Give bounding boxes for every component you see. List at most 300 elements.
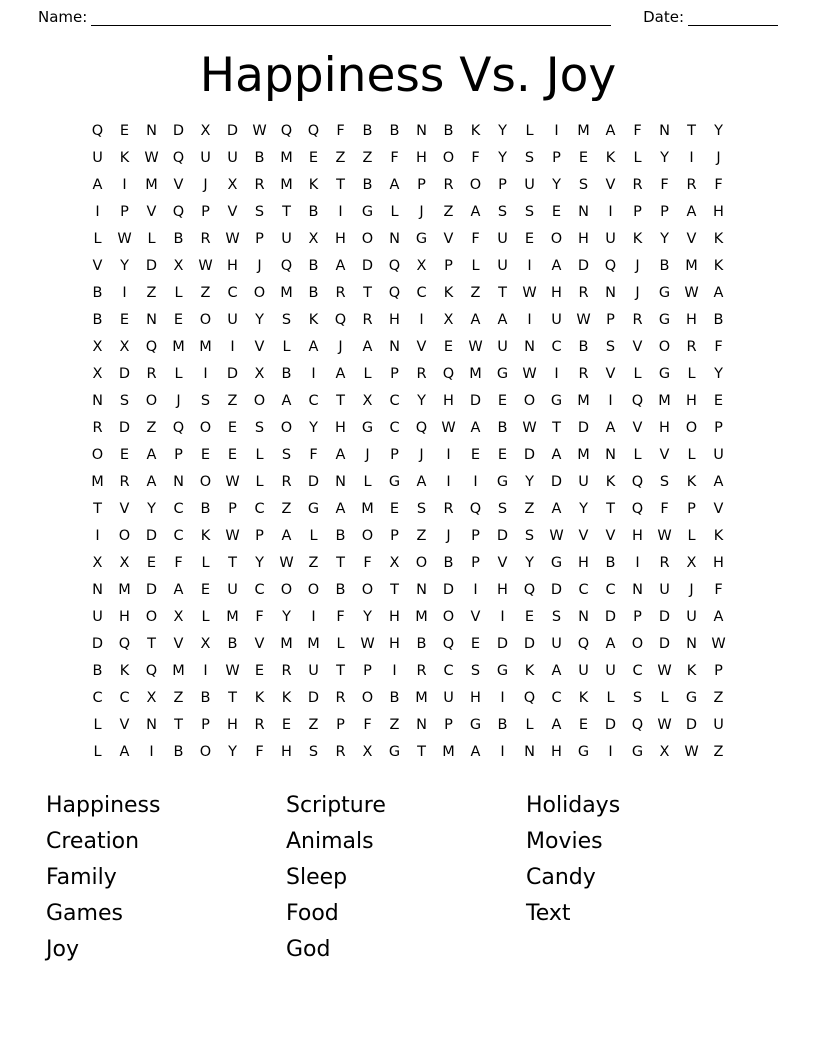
grid-cell[interactable]: V — [659, 447, 670, 463]
grid-cell[interactable]: U — [551, 636, 562, 652]
grid-cell[interactable]: U — [605, 663, 616, 679]
grid-cell[interactable]: W — [711, 636, 726, 652]
grid-cell[interactable]: H — [335, 231, 346, 247]
grid-cell[interactable]: X — [173, 609, 184, 625]
grid-cell[interactable]: A — [146, 447, 157, 463]
grid-cell[interactable]: N — [92, 582, 103, 598]
grid-cell[interactable]: T — [417, 744, 426, 760]
grid-cell[interactable]: U — [524, 177, 535, 193]
grid-cell[interactable]: N — [605, 447, 616, 463]
grid-cell[interactable]: D — [361, 258, 374, 274]
grid-cell[interactable]: X — [308, 231, 319, 247]
grid-cell[interactable]: T — [363, 285, 372, 301]
grid-cell[interactable]: B — [227, 636, 238, 652]
grid-cell[interactable]: G — [658, 285, 671, 301]
grid-cell[interactable]: V — [173, 636, 184, 652]
grid-cell[interactable]: Z — [146, 420, 157, 436]
word-list-item[interactable]: Joy — [46, 937, 79, 962]
grid-cell[interactable]: P — [201, 717, 210, 733]
grid-cell[interactable]: D — [307, 690, 320, 706]
grid-cell[interactable]: G — [658, 366, 671, 382]
grid-cell[interactable]: W — [657, 528, 672, 544]
grid-cell[interactable]: I — [500, 744, 505, 760]
grid-cell[interactable]: A — [470, 420, 481, 436]
grid-cell[interactable]: B — [605, 555, 616, 571]
grid-cell[interactable]: O — [253, 393, 266, 409]
grid-cell[interactable]: V — [254, 636, 265, 652]
grid-cell[interactable]: I — [473, 582, 478, 598]
grid-cell[interactable]: E — [308, 150, 319, 166]
grid-cell[interactable]: A — [686, 204, 697, 220]
grid-cell[interactable]: I — [473, 474, 478, 490]
grid-cell[interactable]: F — [714, 177, 723, 193]
grid-cell[interactable]: B — [308, 204, 319, 220]
grid-cell[interactable]: P — [471, 555, 480, 571]
grid-cell[interactable]: I — [95, 204, 100, 220]
grid-cell[interactable]: E — [254, 663, 265, 679]
word-list-item[interactable]: Creation — [46, 829, 140, 854]
grid-cell[interactable]: C — [173, 501, 184, 517]
grid-cell[interactable]: L — [363, 474, 372, 490]
grid-cell[interactable]: A — [335, 447, 346, 463]
grid-cell[interactable]: P — [714, 663, 723, 679]
grid-cell[interactable]: P — [633, 204, 642, 220]
grid-cell[interactable]: V — [146, 204, 157, 220]
grid-cell[interactable]: U — [578, 474, 589, 490]
grid-cell[interactable]: B — [308, 258, 319, 274]
grid-cell[interactable]: L — [255, 474, 264, 490]
grid-cell[interactable]: W — [522, 285, 537, 301]
grid-cell[interactable]: S — [281, 312, 292, 328]
grid-cell[interactable]: I — [608, 744, 613, 760]
grid-cell[interactable]: N — [389, 231, 400, 247]
grid-cell[interactable]: L — [606, 690, 615, 706]
grid-cell[interactable]: V — [119, 501, 130, 517]
grid-cell[interactable]: M — [361, 501, 374, 517]
grid-cell[interactable]: F — [336, 123, 345, 139]
grid-cell[interactable]: C — [92, 690, 103, 706]
grid-cell[interactable]: B — [173, 231, 184, 247]
grid-cell[interactable]: G — [361, 204, 374, 220]
grid-cell[interactable]: O — [199, 744, 212, 760]
grid-cell[interactable]: E — [524, 231, 535, 247]
grid-cell[interactable]: C — [308, 393, 319, 409]
grid-cell[interactable]: I — [419, 312, 424, 328]
grid-cell[interactable]: V — [497, 555, 508, 571]
grid-cell[interactable]: B — [335, 582, 346, 598]
grid-cell[interactable]: E — [470, 636, 481, 652]
grid-cell[interactable]: M — [658, 393, 671, 409]
grid-cell[interactable]: D — [550, 474, 563, 490]
grid-cell[interactable]: P — [606, 312, 615, 328]
grid-cell[interactable]: W — [441, 420, 456, 436]
grid-cell[interactable]: W — [657, 717, 672, 733]
grid-cell[interactable]: H — [416, 150, 427, 166]
grid-cell[interactable]: Y — [309, 420, 318, 436]
grid-cell[interactable]: U — [92, 609, 103, 625]
grid-cell[interactable]: P — [120, 204, 129, 220]
grid-cell[interactable]: C — [443, 663, 454, 679]
grid-cell[interactable]: O — [280, 582, 293, 598]
grid-cell[interactable]: I — [446, 474, 451, 490]
grid-cell[interactable]: A — [605, 636, 616, 652]
grid-cell[interactable]: S — [659, 474, 670, 490]
grid-cell[interactable]: O — [442, 609, 455, 625]
grid-cell[interactable]: S — [497, 501, 508, 517]
grid-cell[interactable]: E — [119, 312, 130, 328]
grid-cell[interactable]: V — [443, 231, 454, 247]
grid-cell[interactable]: L — [660, 690, 669, 706]
grid-cell[interactable]: N — [659, 123, 670, 139]
grid-cell[interactable]: N — [416, 582, 427, 598]
grid-cell[interactable]: T — [336, 177, 345, 193]
grid-cell[interactable]: I — [203, 366, 208, 382]
grid-cell[interactable]: F — [336, 609, 345, 625]
grid-cell[interactable]: E — [119, 447, 130, 463]
grid-cell[interactable]: T — [147, 636, 156, 652]
grid-cell[interactable]: X — [389, 555, 400, 571]
grid-cell[interactable]: V — [605, 366, 616, 382]
grid-cell[interactable]: O — [199, 420, 212, 436]
grid-cell[interactable]: R — [362, 312, 373, 328]
grid-cell[interactable]: U — [443, 690, 454, 706]
grid-cell[interactable]: U — [497, 258, 508, 274]
grid-cell[interactable]: Z — [200, 285, 211, 301]
grid-cell[interactable]: D — [496, 636, 509, 652]
grid-cell[interactable]: H — [227, 717, 238, 733]
grid-cell[interactable]: Z — [308, 555, 319, 571]
grid-cell[interactable]: I — [500, 609, 505, 625]
grid-cell[interactable]: Z — [443, 204, 454, 220]
grid-cell[interactable]: B — [92, 663, 103, 679]
grid-cell[interactable]: I — [446, 447, 451, 463]
grid-cell[interactable]: Q — [523, 690, 536, 706]
grid-cell[interactable]: A — [416, 474, 427, 490]
grid-cell[interactable]: B — [200, 501, 211, 517]
grid-cell[interactable]: P — [201, 204, 210, 220]
grid-cell[interactable]: Q — [280, 123, 293, 139]
grid-cell[interactable]: P — [444, 258, 453, 274]
grid-cell[interactable]: A — [92, 177, 103, 193]
grid-cell[interactable]: N — [335, 474, 346, 490]
grid-cell[interactable]: J — [635, 258, 640, 274]
grid-cell[interactable]: L — [93, 717, 102, 733]
grid-cell[interactable]: W — [684, 744, 699, 760]
grid-cell[interactable]: V — [173, 177, 184, 193]
grid-cell[interactable]: A — [308, 339, 319, 355]
grid-cell[interactable]: C — [416, 285, 427, 301]
grid-cell[interactable]: Z — [470, 285, 481, 301]
grid-cell[interactable]: Y — [660, 150, 669, 166]
grid-cell[interactable]: X — [416, 258, 427, 274]
grid-cell[interactable]: K — [308, 312, 319, 328]
grid-cell[interactable]: U — [308, 663, 319, 679]
grid-cell[interactable]: N — [578, 609, 589, 625]
grid-cell[interactable]: S — [254, 420, 265, 436]
grid-cell[interactable]: I — [608, 393, 613, 409]
grid-cell[interactable]: H — [578, 555, 589, 571]
grid-cell[interactable]: J — [176, 393, 181, 409]
grid-cell[interactable]: M — [415, 690, 428, 706]
grid-cell[interactable]: E — [227, 447, 238, 463]
grid-cell[interactable]: B — [200, 690, 211, 706]
grid-cell[interactable]: G — [388, 474, 401, 490]
grid-cell[interactable]: H — [389, 636, 400, 652]
grid-cell[interactable]: S — [308, 744, 319, 760]
grid-cell[interactable]: R — [443, 501, 454, 517]
grid-cell[interactable]: G — [685, 690, 698, 706]
grid-cell[interactable]: F — [660, 501, 669, 517]
grid-cell[interactable]: Z — [524, 501, 535, 517]
grid-cell[interactable]: X — [92, 339, 103, 355]
grid-cell[interactable]: C — [227, 285, 238, 301]
grid-cell[interactable]: B — [362, 123, 373, 139]
grid-cell[interactable]: A — [713, 474, 724, 490]
grid-cell[interactable]: V — [254, 339, 265, 355]
word-list-item[interactable]: Animals — [286, 829, 374, 854]
grid-cell[interactable]: G — [577, 744, 590, 760]
grid-cell[interactable]: T — [336, 663, 345, 679]
grid-cell[interactable]: Y — [660, 231, 669, 247]
grid-cell[interactable]: B — [497, 717, 508, 733]
grid-cell[interactable]: B — [173, 744, 184, 760]
grid-cell[interactable]: G — [361, 420, 374, 436]
grid-cell[interactable]: X — [659, 744, 670, 760]
grid-cell[interactable]: N — [146, 312, 157, 328]
grid-cell[interactable]: A — [335, 258, 346, 274]
grid-cell[interactable]: D — [118, 366, 131, 382]
grid-cell[interactable]: V — [470, 609, 481, 625]
grid-cell[interactable]: D — [523, 636, 536, 652]
grid-cell[interactable]: A — [551, 258, 562, 274]
grid-cell[interactable]: A — [470, 744, 481, 760]
word-list-item[interactable]: Candy — [526, 865, 596, 890]
grid-cell[interactable]: W — [522, 420, 537, 436]
grid-cell[interactable]: D — [442, 582, 455, 598]
grid-cell[interactable]: D — [91, 636, 104, 652]
grid-cell[interactable]: S — [632, 690, 643, 706]
grid-cell[interactable]: R — [119, 474, 130, 490]
grid-cell[interactable]: H — [470, 690, 481, 706]
grid-cell[interactable]: N — [632, 582, 643, 598]
grid-cell[interactable]: O — [631, 636, 644, 652]
grid-cell[interactable]: D — [523, 447, 536, 463]
grid-cell[interactable]: T — [336, 393, 345, 409]
grid-cell[interactable]: Z — [362, 150, 373, 166]
grid-cell[interactable]: J — [635, 285, 640, 301]
grid-cell[interactable]: P — [255, 231, 264, 247]
grid-cell[interactable]: I — [338, 204, 343, 220]
grid-cell[interactable]: F — [471, 150, 480, 166]
grid-cell[interactable]: K — [713, 231, 724, 247]
grid-cell[interactable]: Q — [415, 420, 428, 436]
grid-cell[interactable]: T — [228, 690, 237, 706]
grid-cell[interactable]: C — [551, 339, 562, 355]
grid-cell[interactable]: A — [146, 474, 157, 490]
grid-cell[interactable]: J — [689, 582, 694, 598]
grid-cell[interactable]: C — [389, 393, 400, 409]
grid-cell[interactable]: H — [281, 744, 292, 760]
grid-cell[interactable]: L — [525, 717, 534, 733]
grid-cell[interactable]: S — [524, 150, 535, 166]
grid-cell[interactable]: Y — [255, 555, 264, 571]
word-list-item[interactable]: Movies — [526, 829, 603, 854]
grid-cell[interactable]: A — [470, 312, 481, 328]
grid-cell[interactable]: G — [307, 501, 320, 517]
grid-cell[interactable]: X — [92, 555, 103, 571]
grid-cell[interactable]: L — [633, 447, 642, 463]
grid-cell[interactable]: M — [415, 609, 428, 625]
grid-cell[interactable]: I — [554, 123, 559, 139]
grid-cell[interactable]: F — [660, 177, 669, 193]
grid-cell[interactable]: F — [471, 231, 480, 247]
grid-cell[interactable]: G — [550, 555, 563, 571]
grid-cell[interactable]: S — [524, 528, 535, 544]
grid-cell[interactable]: Q — [118, 636, 131, 652]
grid-cell[interactable]: K — [119, 150, 130, 166]
grid-cell[interactable]: N — [524, 339, 535, 355]
grid-cell[interactable]: J — [446, 528, 451, 544]
grid-cell[interactable]: X — [119, 555, 130, 571]
grid-cell[interactable]: L — [687, 447, 696, 463]
grid-cell[interactable]: Z — [713, 744, 724, 760]
grid-cell[interactable]: Y — [120, 258, 129, 274]
grid-cell[interactable]: H — [227, 258, 238, 274]
grid-cell[interactable]: B — [92, 285, 103, 301]
grid-cell[interactable]: L — [390, 204, 399, 220]
grid-cell[interactable]: Q — [469, 501, 482, 517]
grid-cell[interactable]: H — [551, 744, 562, 760]
grid-cell[interactable]: Y — [147, 501, 156, 517]
grid-cell[interactable]: Q — [604, 258, 617, 274]
grid-cell[interactable]: T — [606, 501, 615, 517]
grid-cell[interactable]: V — [632, 339, 643, 355]
grid-cell[interactable]: V — [605, 177, 616, 193]
grid-cell[interactable]: O — [415, 555, 428, 571]
grid-cell[interactable]: D — [496, 528, 509, 544]
grid-cell[interactable]: J — [365, 447, 370, 463]
grid-cell[interactable]: I — [608, 204, 613, 220]
grid-cell[interactable]: B — [389, 123, 400, 139]
grid-cell[interactable]: I — [311, 609, 316, 625]
grid-cell[interactable]: J — [419, 447, 424, 463]
grid-cell[interactable]: G — [388, 744, 401, 760]
grid-cell[interactable]: G — [631, 744, 644, 760]
grid-cell[interactable]: T — [390, 582, 399, 598]
grid-cell[interactable]: D — [658, 636, 671, 652]
grid-cell[interactable]: K — [443, 285, 454, 301]
grid-cell[interactable]: N — [416, 123, 427, 139]
grid-cell[interactable]: V — [686, 231, 697, 247]
grid-cell[interactable]: U — [686, 609, 697, 625]
grid-cell[interactable]: P — [660, 204, 669, 220]
grid-cell[interactable]: P — [228, 501, 237, 517]
grid-cell[interactable]: O — [199, 312, 212, 328]
grid-cell[interactable]: L — [309, 528, 318, 544]
grid-cell[interactable]: K — [713, 528, 724, 544]
grid-cell[interactable]: X — [146, 690, 157, 706]
grid-cell[interactable]: O — [361, 582, 374, 598]
grid-cell[interactable]: I — [122, 177, 127, 193]
grid-cell[interactable]: R — [632, 177, 643, 193]
grid-cell[interactable]: Y — [714, 123, 723, 139]
grid-cell[interactable]: U — [281, 231, 292, 247]
grid-cell[interactable]: Q — [334, 312, 347, 328]
grid-cell[interactable]: K — [578, 690, 589, 706]
grid-cell[interactable]: W — [225, 474, 240, 490]
grid-cell[interactable]: L — [174, 366, 183, 382]
grid-cell[interactable]: B — [92, 312, 103, 328]
grid-cell[interactable]: N — [416, 717, 427, 733]
grid-cell[interactable]: D — [172, 123, 185, 139]
grid-cell[interactable]: B — [308, 285, 319, 301]
grid-cell[interactable]: Z — [173, 690, 184, 706]
grid-cell[interactable]: L — [363, 366, 372, 382]
grid-cell[interactable]: W — [225, 528, 240, 544]
grid-cell[interactable]: O — [253, 285, 266, 301]
grid-cell[interactable]: P — [390, 447, 399, 463]
grid-cell[interactable]: M — [469, 366, 482, 382]
grid-cell[interactable]: V — [713, 501, 724, 517]
grid-cell[interactable]: O — [442, 150, 455, 166]
grid-cell[interactable]: W — [657, 663, 672, 679]
grid-cell[interactable]: B — [578, 339, 589, 355]
grid-cell[interactable]: N — [389, 339, 400, 355]
grid-cell[interactable]: F — [363, 555, 372, 571]
grid-cell[interactable]: O — [685, 420, 698, 436]
grid-cell[interactable]: D — [226, 123, 239, 139]
grid-cell[interactable]: Y — [417, 393, 426, 409]
grid-cell[interactable]: M — [172, 339, 185, 355]
grid-cell[interactable]: P — [633, 609, 642, 625]
grid-cell[interactable]: E — [713, 393, 724, 409]
grid-cell[interactable]: G — [415, 231, 428, 247]
grid-cell[interactable]: W — [198, 258, 213, 274]
grid-cell[interactable]: F — [255, 744, 264, 760]
grid-cell[interactable]: U — [227, 582, 238, 598]
grid-cell[interactable]: D — [118, 420, 131, 436]
grid-cell[interactable]: U — [551, 312, 562, 328]
grid-cell[interactable]: A — [551, 717, 562, 733]
grid-cell[interactable]: H — [389, 609, 400, 625]
grid-cell[interactable]: S — [416, 501, 427, 517]
grid-cell[interactable]: K — [605, 150, 616, 166]
grid-cell[interactable]: O — [523, 393, 536, 409]
grid-cell[interactable]: X — [119, 339, 130, 355]
grid-cell[interactable]: V — [416, 339, 427, 355]
grid-cell[interactable]: Z — [389, 717, 400, 733]
word-list-item[interactable]: Sleep — [286, 865, 348, 890]
word-list-item[interactable]: God — [286, 937, 331, 962]
grid-cell[interactable]: I — [500, 690, 505, 706]
grid-cell[interactable]: X — [200, 636, 211, 652]
grid-cell[interactable]: B — [443, 123, 454, 139]
grid-cell[interactable]: O — [145, 393, 158, 409]
grid-cell[interactable]: Z — [416, 528, 427, 544]
grid-cell[interactable]: N — [524, 744, 535, 760]
grid-cell[interactable]: L — [255, 447, 264, 463]
grid-cell[interactable]: O — [199, 474, 212, 490]
grid-cell[interactable]: T — [93, 501, 102, 517]
grid-cell[interactable]: U — [227, 312, 238, 328]
grid-cell[interactable]: E — [578, 150, 589, 166]
grid-cell[interactable]: G — [496, 663, 509, 679]
grid-cell[interactable]: C — [254, 501, 265, 517]
grid-cell[interactable]: M — [442, 744, 455, 760]
grid-cell[interactable]: M — [307, 636, 320, 652]
word-list-item[interactable]: Holidays — [526, 793, 621, 818]
grid-cell[interactable]: A — [551, 447, 562, 463]
